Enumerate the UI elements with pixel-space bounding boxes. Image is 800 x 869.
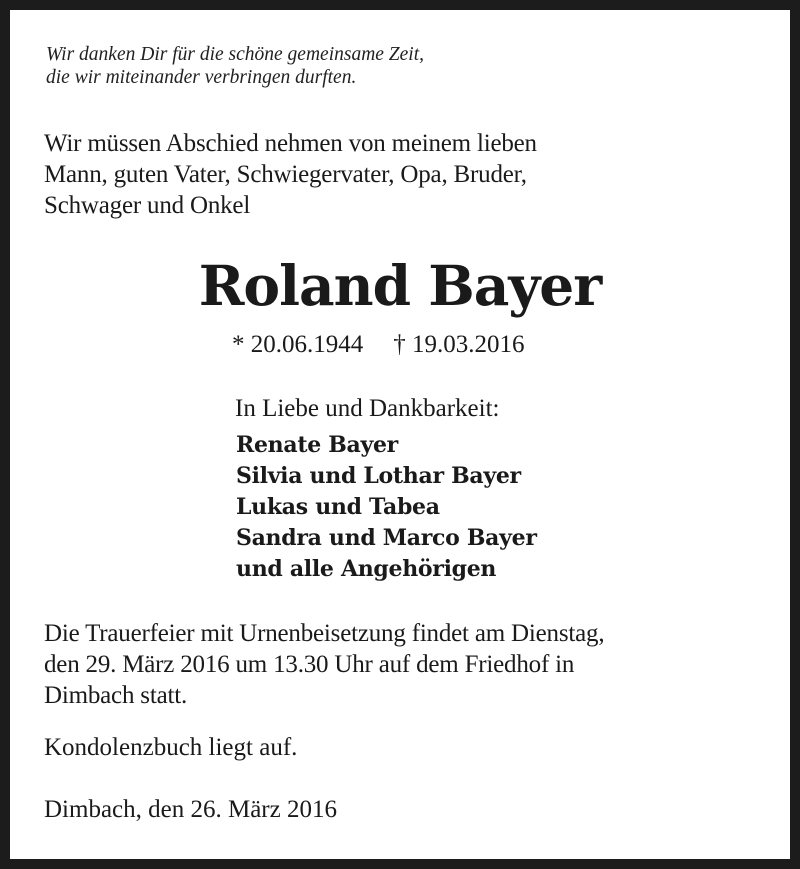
motto-quote <box>46 43 424 89</box>
mourner-name: Sandra und Marco Bayer <box>236 525 537 551</box>
motto-line: Wir danken Dir für die schöne gemeinsame Zeit, <box>46 44 425 65</box>
intro-text <box>44 128 537 221</box>
mourner-name: Lukas und Tabea <box>236 494 440 520</box>
mourners-label: In Liebe und Dankbarkeit: <box>235 395 500 422</box>
deceased-name: Roland Bayer <box>198 253 602 318</box>
life-dates <box>232 330 525 360</box>
mourner-name: Silvia und Lothar Bayer <box>236 463 521 489</box>
intro-line: Mann, guten Vater, Schwiegervater, Opa, Bruder, <box>44 161 527 188</box>
mourner-name: Renate Bayer <box>236 432 398 458</box>
condolence-note: Kondolenzbuch liegt auf. <box>44 734 298 761</box>
ceremony-line: Die Trauerfeier mit Urnenbeisetzung findet am Dienstag, <box>44 620 605 647</box>
obituary-notice <box>10 10 790 859</box>
ceremony-info <box>44 618 604 711</box>
motto-line: die wir miteinander verbringen durften. <box>46 67 357 88</box>
intro-line: Wir müssen Abschied nehmen von meinem lieben <box>44 130 537 157</box>
mourners-list <box>236 430 537 585</box>
ceremony-line: den 29. März 2016 um 13.30 Uhr auf dem Friedhof in <box>44 651 575 678</box>
intro-line: Schwager und Onkel <box>44 192 251 219</box>
ceremony-line: Dimbach statt. <box>44 682 188 709</box>
death-date: † 19.03.2016 <box>393 331 525 358</box>
place-and-date: Dimbach, den 26. März 2016 <box>44 796 337 823</box>
birth-date: * 20.06.1944 <box>232 331 364 358</box>
mourner-name: und alle Angehörigen <box>236 556 497 582</box>
